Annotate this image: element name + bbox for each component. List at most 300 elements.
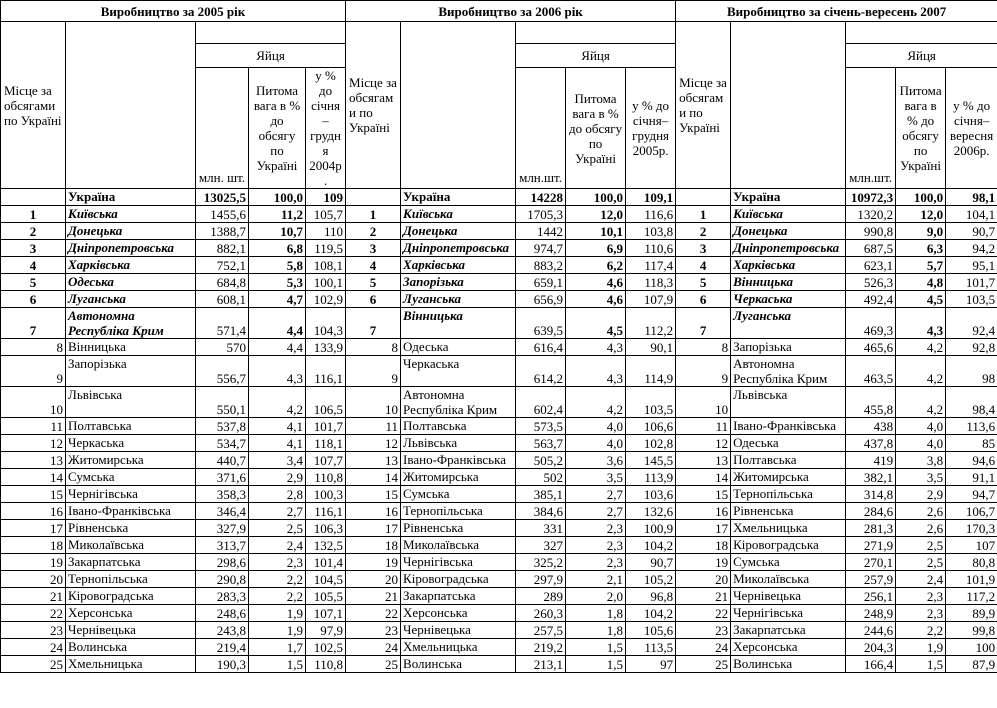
share-cell: 2,5 xyxy=(249,520,306,537)
place-cell: 2 xyxy=(1,223,66,240)
place-cell: 19 xyxy=(1,554,66,571)
pct-cell: 102,8 xyxy=(626,435,676,452)
region-row xyxy=(1,537,997,554)
unit-header: млн.шт. xyxy=(846,68,896,189)
place-cell: 20 xyxy=(346,571,401,588)
pct-cell: 102,9 xyxy=(306,291,346,308)
mln-cell: 371,6 xyxy=(196,469,249,486)
pct-cell: 103,8 xyxy=(626,223,676,240)
place-cell: 12 xyxy=(346,435,401,452)
place-cell: 1 xyxy=(676,206,731,223)
pct-cell: 85 xyxy=(946,435,997,452)
share-cell: 2,6 xyxy=(896,503,946,520)
eggs-header: Яйця xyxy=(846,44,997,68)
region-cell: Кіровоградська xyxy=(66,588,196,605)
pct-cell: 105,7 xyxy=(306,206,346,223)
region-cell: Донецька xyxy=(401,223,516,240)
region-row xyxy=(1,639,997,656)
place-cell: 22 xyxy=(346,605,401,622)
share-cell: 2,3 xyxy=(566,520,626,537)
pct-cell: 100,3 xyxy=(306,486,346,503)
place-cell: 10 xyxy=(676,387,731,418)
mln-cell: 382,1 xyxy=(846,469,896,486)
region-cell: Волинська xyxy=(66,639,196,656)
region-cell: Вінницька xyxy=(66,339,196,356)
pct-cell: 103,6 xyxy=(626,486,676,503)
share-cell: 2,4 xyxy=(896,571,946,588)
pct-cell: 99,8 xyxy=(946,622,997,639)
mln-cell: 14228 xyxy=(516,189,566,206)
header-spacer-row xyxy=(1,22,997,44)
pct-cell: 96,8 xyxy=(626,588,676,605)
pct-header: у % до січня– вересня 2006р. xyxy=(946,68,997,189)
region-cell: Рівненська xyxy=(66,520,196,537)
pct-cell: 105,6 xyxy=(626,622,676,639)
pct-cell: 113,6 xyxy=(946,418,997,435)
region-row xyxy=(1,622,997,639)
mln-cell: 1388,7 xyxy=(196,223,249,240)
pct-cell: 92,4 xyxy=(946,308,997,339)
mln-cell: 166,4 xyxy=(846,656,896,673)
region-cell: Харківська xyxy=(731,257,846,274)
place-cell: 21 xyxy=(676,588,731,605)
place-cell: 6 xyxy=(676,291,731,308)
mln-cell: 883,2 xyxy=(516,257,566,274)
place-cell: 20 xyxy=(676,571,731,588)
region-row xyxy=(1,308,997,339)
mln-cell: 438 xyxy=(846,418,896,435)
pct-cell: 80,8 xyxy=(946,554,997,571)
region-row xyxy=(1,605,997,622)
place-cell: 23 xyxy=(676,622,731,639)
mln-cell: 526,3 xyxy=(846,274,896,291)
region-cell: Рівненська xyxy=(731,503,846,520)
region-cell: Полтавська xyxy=(66,418,196,435)
region-cell: Донецька xyxy=(66,223,196,240)
pct-cell: 116,6 xyxy=(626,206,676,223)
region-header-blank xyxy=(731,22,846,189)
pct-cell: 104,1 xyxy=(946,206,997,223)
total-row xyxy=(1,189,997,206)
region-cell: Одеська xyxy=(401,339,516,356)
place-cell: 25 xyxy=(676,656,731,673)
place-cell: 18 xyxy=(676,537,731,554)
mln-cell: 623,1 xyxy=(846,257,896,274)
mln-cell: 313,7 xyxy=(196,537,249,554)
region-row xyxy=(1,291,997,308)
share-cell: 2,2 xyxy=(249,588,306,605)
share-cell: 4,2 xyxy=(896,387,946,418)
share-cell: 2,9 xyxy=(896,486,946,503)
share-cell: 5,8 xyxy=(249,257,306,274)
share-cell: 6,9 xyxy=(566,240,626,257)
place-cell: 2 xyxy=(346,223,401,240)
mln-cell: 271,9 xyxy=(846,537,896,554)
region-cell: Івано-Франківська xyxy=(66,503,196,520)
mln-cell: 243,8 xyxy=(196,622,249,639)
region-cell: Полтавська xyxy=(731,452,846,469)
mln-cell: 616,4 xyxy=(516,339,566,356)
mln-cell: 298,6 xyxy=(196,554,249,571)
share-cell: 100,0 xyxy=(249,189,306,206)
mln-cell: 358,3 xyxy=(196,486,249,503)
pct-cell: 97 xyxy=(626,656,676,673)
pct-cell: 103,5 xyxy=(946,291,997,308)
region-cell: Чернігівська xyxy=(731,605,846,622)
mln-cell: 283,3 xyxy=(196,588,249,605)
region-cell: Сумська xyxy=(731,554,846,571)
pct-cell: 110,6 xyxy=(626,240,676,257)
place-cell: 6 xyxy=(1,291,66,308)
place-cell: 5 xyxy=(346,274,401,291)
region-cell: Миколаївська xyxy=(731,571,846,588)
region-cell: Львівська xyxy=(731,387,846,418)
place-cell: 23 xyxy=(1,622,66,639)
share-cell: 2,3 xyxy=(566,537,626,554)
place-cell: 8 xyxy=(346,339,401,356)
region-row xyxy=(1,206,997,223)
mln-cell: 614,2 xyxy=(516,356,566,387)
share-cell: 1,5 xyxy=(566,639,626,656)
region-cell: Львівська xyxy=(401,435,516,452)
share-cell: 12,0 xyxy=(896,206,946,223)
mln-cell: 281,3 xyxy=(846,520,896,537)
region-cell: Закарпатська xyxy=(66,554,196,571)
share-cell: 4,3 xyxy=(896,308,946,339)
mln-cell: 556,7 xyxy=(196,356,249,387)
region-cell: Луганська xyxy=(401,291,516,308)
place-cell: 24 xyxy=(676,639,731,656)
place-cell: 11 xyxy=(346,418,401,435)
mln-cell: 974,7 xyxy=(516,240,566,257)
share-cell: 4,5 xyxy=(896,291,946,308)
place-cell: 25 xyxy=(346,656,401,673)
place-cell: 21 xyxy=(346,588,401,605)
region-cell: Хмельницька xyxy=(731,520,846,537)
region-cell: Сумська xyxy=(401,486,516,503)
share-cell: 4,6 xyxy=(566,274,626,291)
share-cell: 4,2 xyxy=(249,387,306,418)
pct-cell: 109,1 xyxy=(626,189,676,206)
region-cell: Автономна Республіка Крим xyxy=(731,356,846,387)
mln-cell: 550,1 xyxy=(196,387,249,418)
region-row xyxy=(1,274,997,291)
pct-cell: 91,1 xyxy=(946,469,997,486)
place-header: Місце за обсягами по Україні xyxy=(1,22,66,189)
share-cell: 4,0 xyxy=(566,418,626,435)
place-cell: 9 xyxy=(346,356,401,387)
pct-cell: 98,4 xyxy=(946,387,997,418)
place-cell: 5 xyxy=(676,274,731,291)
region-cell: Київська xyxy=(66,206,196,223)
share-cell: 2,7 xyxy=(566,503,626,520)
place-cell xyxy=(346,189,401,206)
pct-cell: 100 xyxy=(946,639,997,656)
share-cell: 12,0 xyxy=(566,206,626,223)
region-cell: Черкаська xyxy=(401,356,516,387)
pct-cell: 102,5 xyxy=(306,639,346,656)
share-cell: 1,5 xyxy=(249,656,306,673)
mln-cell: 440,7 xyxy=(196,452,249,469)
pct-cell: 92,8 xyxy=(946,339,997,356)
place-cell: 18 xyxy=(346,537,401,554)
group-title-2005: Виробництво за 2005 рік xyxy=(1,1,346,22)
mln-cell: 608,1 xyxy=(196,291,249,308)
mln-cell: 257,9 xyxy=(846,571,896,588)
pct-cell: 106,6 xyxy=(626,418,676,435)
share-cell: 2,8 xyxy=(249,486,306,503)
region-row xyxy=(1,223,997,240)
mln-cell: 385,1 xyxy=(516,486,566,503)
share-cell: 4,1 xyxy=(249,435,306,452)
region-cell: Хмельницька xyxy=(401,639,516,656)
region-cell: Дніпропетровська xyxy=(731,240,846,257)
share-cell: 4,4 xyxy=(249,339,306,356)
place-cell: 24 xyxy=(1,639,66,656)
share-cell: 3,4 xyxy=(249,452,306,469)
share-cell: 3,5 xyxy=(896,469,946,486)
share-cell: 4,5 xyxy=(566,308,626,339)
region-cell: Одеська xyxy=(66,274,196,291)
pct-cell: 110,8 xyxy=(306,656,346,673)
share-cell: 2,5 xyxy=(896,554,946,571)
mln-cell: 463,5 xyxy=(846,356,896,387)
region-cell: Кіровоградська xyxy=(401,571,516,588)
region-cell: Житомирська xyxy=(401,469,516,486)
pct-cell: 109 xyxy=(306,189,346,206)
mln-cell: 534,7 xyxy=(196,435,249,452)
place-cell: 21 xyxy=(1,588,66,605)
share-cell: 4,0 xyxy=(896,418,946,435)
share-cell: 1,8 xyxy=(566,622,626,639)
pct-cell: 94,6 xyxy=(946,452,997,469)
region-row xyxy=(1,387,997,418)
region-cell: Житомирська xyxy=(731,469,846,486)
mln-cell: 13025,5 xyxy=(196,189,249,206)
share-cell: 11,2 xyxy=(249,206,306,223)
pct-cell: 90,1 xyxy=(626,339,676,356)
mln-cell: 213,1 xyxy=(516,656,566,673)
pct-cell: 101,7 xyxy=(946,274,997,291)
pct-cell: 112,2 xyxy=(626,308,676,339)
place-cell: 14 xyxy=(676,469,731,486)
share-cell: 4,1 xyxy=(249,418,306,435)
region-cell: Тернопільська xyxy=(401,503,516,520)
pct-cell: 98,1 xyxy=(946,189,997,206)
pct-cell: 118,1 xyxy=(306,435,346,452)
place-cell: 17 xyxy=(1,520,66,537)
region-row xyxy=(1,571,997,588)
place-cell: 22 xyxy=(676,605,731,622)
share-cell: 100,0 xyxy=(896,189,946,206)
pct-cell: 101,7 xyxy=(306,418,346,435)
region-cell: Черкаська xyxy=(66,435,196,452)
mln-cell: 563,7 xyxy=(516,435,566,452)
mln-cell: 1320,2 xyxy=(846,206,896,223)
pct-cell: 117,4 xyxy=(626,257,676,274)
mln-cell: 687,5 xyxy=(846,240,896,257)
place-cell: 4 xyxy=(1,257,66,274)
mln-cell: 297,9 xyxy=(516,571,566,588)
place-cell: 1 xyxy=(1,206,66,223)
share-cell: 4,3 xyxy=(566,339,626,356)
region-cell: Херсонська xyxy=(401,605,516,622)
mln-cell: 502 xyxy=(516,469,566,486)
mln-cell: 290,8 xyxy=(196,571,249,588)
mln-cell: 469,3 xyxy=(846,308,896,339)
share-cell: 1,7 xyxy=(249,639,306,656)
pct-cell: 100,1 xyxy=(306,274,346,291)
mln-cell: 331 xyxy=(516,520,566,537)
share-cell: 3,6 xyxy=(566,452,626,469)
place-header: Місце за обсягами по Україні xyxy=(676,22,731,189)
pct-cell: 132,6 xyxy=(626,503,676,520)
pct-cell: 110 xyxy=(306,223,346,240)
pct-cell: 108,1 xyxy=(306,257,346,274)
share-cell: 3,8 xyxy=(896,452,946,469)
share-cell: 5,3 xyxy=(249,274,306,291)
mln-cell: 257,5 xyxy=(516,622,566,639)
share-cell: 4,0 xyxy=(896,435,946,452)
region-header-blank xyxy=(66,22,196,189)
mln-cell: 437,8 xyxy=(846,435,896,452)
place-cell xyxy=(676,189,731,206)
pct-cell: 94,7 xyxy=(946,486,997,503)
share-cell: 10,1 xyxy=(566,223,626,240)
share-cell: 5,7 xyxy=(896,257,946,274)
place-cell: 17 xyxy=(676,520,731,537)
place-cell: 1 xyxy=(346,206,401,223)
place-cell: 20 xyxy=(1,571,66,588)
region-cell: Автономна Республіка Крим xyxy=(401,387,516,418)
mln-cell: 314,8 xyxy=(846,486,896,503)
pct-cell: 101,4 xyxy=(306,554,346,571)
table-header xyxy=(1,1,997,189)
mln-cell: 346,4 xyxy=(196,503,249,520)
region-cell: Львівська xyxy=(66,387,196,418)
eggs-header: Яйця xyxy=(516,44,676,68)
region-cell: Вінницька xyxy=(401,308,516,339)
region-cell: Запорізька xyxy=(66,356,196,387)
region-cell: Луганська xyxy=(66,291,196,308)
region-cell: Херсонська xyxy=(731,639,846,656)
region-cell: Миколаївська xyxy=(401,537,516,554)
share-cell: 2,3 xyxy=(896,588,946,605)
mln-cell: 492,4 xyxy=(846,291,896,308)
mln-cell: 190,3 xyxy=(196,656,249,673)
group-title-2007: Виробництво за січень-вересень 2007 xyxy=(676,1,997,22)
share-cell: 1,8 xyxy=(566,605,626,622)
pct-cell: 104,2 xyxy=(626,537,676,554)
share-cell: 2,3 xyxy=(896,605,946,622)
place-cell: 6 xyxy=(346,291,401,308)
mln-cell: 10972,3 xyxy=(846,189,896,206)
mln-cell: 1442 xyxy=(516,223,566,240)
mln-cell: 219,2 xyxy=(516,639,566,656)
region-row xyxy=(1,356,997,387)
share-cell: 2,7 xyxy=(249,503,306,520)
region-header-blank xyxy=(401,22,516,189)
region-cell: Тернопільська xyxy=(731,486,846,503)
place-header: Місце за обсягами по Україні xyxy=(346,22,401,189)
mln-cell: 537,8 xyxy=(196,418,249,435)
place-cell xyxy=(1,189,66,206)
region-cell: Чернівецька xyxy=(66,622,196,639)
place-cell: 9 xyxy=(676,356,731,387)
place-cell: 16 xyxy=(1,503,66,520)
place-cell: 8 xyxy=(1,339,66,356)
share-cell: 4,4 xyxy=(249,308,306,339)
region-row xyxy=(1,339,997,356)
pct-cell: 107 xyxy=(946,537,997,554)
mln-cell: 570 xyxy=(196,339,249,356)
share-cell: 1,9 xyxy=(896,639,946,656)
pct-cell: 119,5 xyxy=(306,240,346,257)
pct-cell: 107,9 xyxy=(626,291,676,308)
mln-cell: 248,6 xyxy=(196,605,249,622)
region-cell: Україна xyxy=(731,189,846,206)
pct-cell: 105,5 xyxy=(306,588,346,605)
place-cell: 8 xyxy=(676,339,731,356)
region-row xyxy=(1,588,997,605)
share-cell: 4,8 xyxy=(896,274,946,291)
header-spacer xyxy=(196,22,346,44)
region-cell: Сумська xyxy=(66,469,196,486)
place-cell: 19 xyxy=(346,554,401,571)
region-row xyxy=(1,469,997,486)
place-cell: 16 xyxy=(676,503,731,520)
place-cell: 23 xyxy=(346,622,401,639)
pct-header: у % до січня –грудня 2004р. xyxy=(306,68,346,189)
region-cell: Івано-Франківська xyxy=(731,418,846,435)
pct-cell: 133,9 xyxy=(306,339,346,356)
region-cell: Полтавська xyxy=(401,418,516,435)
region-cell: Чернівецька xyxy=(401,622,516,639)
share-cell: 1,5 xyxy=(566,656,626,673)
share-cell: 4,2 xyxy=(896,339,946,356)
mln-cell: 465,6 xyxy=(846,339,896,356)
place-cell: 12 xyxy=(1,435,66,452)
region-cell: Волинська xyxy=(401,656,516,673)
region-cell: Вінницька xyxy=(731,274,846,291)
share-cell: 2,2 xyxy=(896,622,946,639)
region-cell: Закарпатська xyxy=(731,622,846,639)
region-row xyxy=(1,240,997,257)
pct-cell: 110,8 xyxy=(306,469,346,486)
mln-cell: 752,1 xyxy=(196,257,249,274)
region-cell: Івано-Франківська xyxy=(401,452,516,469)
pct-cell: 113,5 xyxy=(626,639,676,656)
place-cell: 19 xyxy=(676,554,731,571)
region-cell: Волинська xyxy=(731,656,846,673)
region-cell: Луганська xyxy=(731,308,846,339)
region-cell: Закарпатська xyxy=(401,588,516,605)
place-cell: 15 xyxy=(346,486,401,503)
pct-cell: 132,5 xyxy=(306,537,346,554)
region-cell: Рівненська xyxy=(401,520,516,537)
place-cell: 16 xyxy=(346,503,401,520)
pct-cell: 116,1 xyxy=(306,356,346,387)
pct-cell: 118,3 xyxy=(626,274,676,291)
share-header: Питома вага в % до обсягу по Україні xyxy=(249,68,306,189)
header-spacer xyxy=(516,22,676,44)
region-row xyxy=(1,486,997,503)
share-cell: 4,7 xyxy=(249,291,306,308)
region-cell: Чернігівська xyxy=(401,554,516,571)
share-cell: 2,6 xyxy=(896,520,946,537)
mln-cell: 573,5 xyxy=(516,418,566,435)
pct-cell: 117,2 xyxy=(946,588,997,605)
